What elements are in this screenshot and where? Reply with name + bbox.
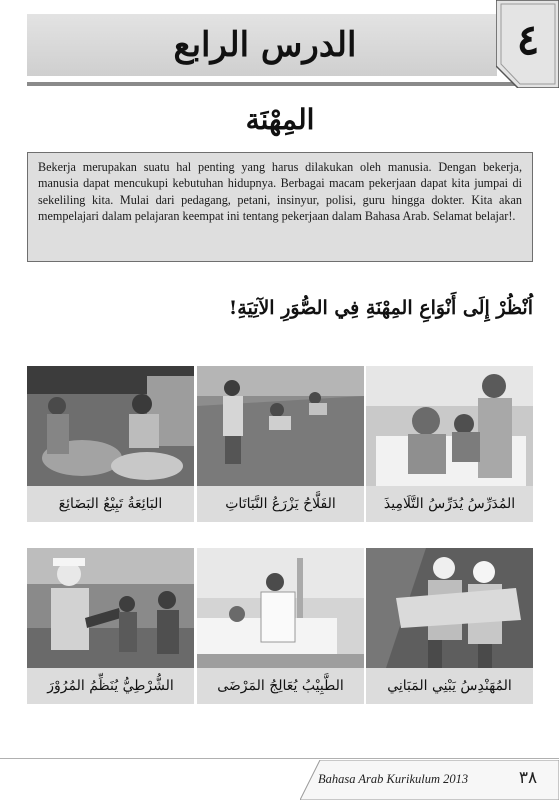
- photo-engineer: [366, 548, 533, 668]
- card-police: [27, 548, 194, 704]
- card-seller: [27, 366, 194, 522]
- caption-teacher: المُدَرِّسُ يُدَرِّسُ التَّلَامِيذَ: [366, 486, 533, 522]
- caption-engineer: المُهَنْدِسُ يَبْنِي المَبَانِي: [366, 668, 533, 704]
- topic-title: المِهْنَة: [245, 103, 315, 136]
- caption-doctor: الطَّبِيْبُ يُعَالِجُ المَرْضَى: [197, 668, 364, 704]
- photo-farmer: [197, 366, 364, 486]
- photo-police: [27, 548, 194, 668]
- intro-text: Bekerja merupakan suatu hal penting yang harus dilakukan oleh manusia. Dengan bekerja, manusia dapat mencukupi kebutuhan hidupnya. Berbagai macam pekerjaan dapat kita jumpai di sekeliling kita. Mulai dari pedagang, petani, insinyur, polisi, guru hingga dokter. Kita akan mempelajari dalam pelajaran keempat ini tentang pekerjaan dalam Bahasa Arab. Selamat belajar!.: [38, 160, 522, 224]
- lesson-title: الدرس الرابع: [173, 25, 357, 65]
- footer-rule: [0, 758, 559, 759]
- instruction-text: اُنْظُرْ إِلَى أَنْوَاعِ المِهْنَةِ فِي الصُّوَرِ الآتِيَةِ!: [228, 297, 533, 319]
- book-title: Bahasa Arab Kurikulum 2013: [318, 772, 469, 786]
- caption-seller: البَائِعَةُ تَبِيْعُ البَضَائِعَ: [27, 486, 194, 522]
- card-farmer: [197, 366, 364, 522]
- photo-seller: [27, 366, 194, 486]
- intro-box: [27, 152, 533, 262]
- lesson-number: ٤: [516, 15, 540, 64]
- caption-farmer: الفَلَّاحُ يَزْرَعُ النَّبَاتَاتِ: [197, 486, 364, 522]
- card-engineer: [366, 548, 533, 704]
- card-doctor: [197, 548, 364, 704]
- page-number: ٣٨: [518, 768, 538, 788]
- header-rule: [27, 82, 533, 86]
- photo-teacher: [366, 366, 533, 486]
- photo-doctor: [197, 548, 364, 668]
- card-teacher: [366, 366, 533, 522]
- caption-police: الشُّرْطِيُّ يُنَظِّمُ المُرُوْرَ: [27, 668, 194, 704]
